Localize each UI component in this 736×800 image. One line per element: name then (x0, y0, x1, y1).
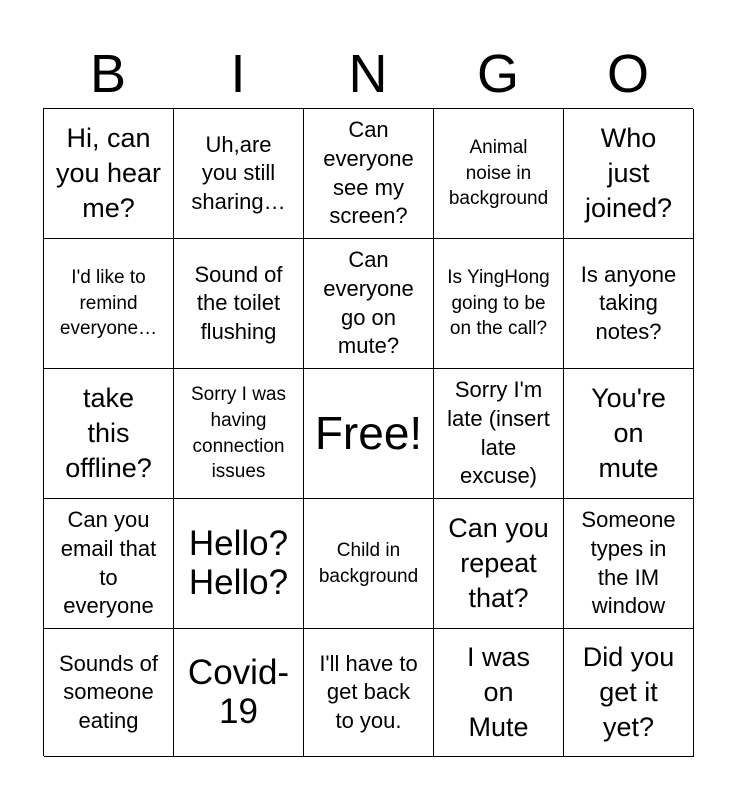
bingo-cell-text: You're on mute (591, 382, 666, 484)
bingo-cell[interactable] (44, 499, 174, 629)
bingo-cell-text: Can you repeat that? (448, 512, 549, 614)
header-letter-b: B (89, 44, 127, 104)
bingo-cell[interactable] (304, 109, 434, 239)
bingo-cell-text: Covid- 19 (187, 653, 290, 731)
bingo-cell[interactable] (174, 369, 304, 499)
bingo-cell-text: Is anyone taking notes? (580, 261, 677, 344)
bingo-cell-text: Hi, can you hear me? (55, 122, 162, 224)
bingo-cell-text: Can you email that to everyone (60, 507, 157, 619)
bingo-cell-text: Child in background (318, 539, 419, 587)
bingo-cell-text: Hello? Hello? (188, 524, 289, 602)
bingo-cell[interactable] (434, 239, 564, 369)
header-letter-o: O (606, 44, 649, 104)
bingo-cell[interactable] (304, 629, 434, 757)
bingo-cell-text: Sounds of someone eating (58, 650, 159, 733)
bingo-cell-text: Is YingHong going to be on the call? (447, 267, 550, 340)
header-letter-n: N (348, 44, 388, 104)
bingo-cell-text: Can everyone see my screen? (323, 117, 414, 229)
bingo-cell[interactable] (174, 629, 304, 757)
bingo-cell[interactable] (44, 109, 174, 239)
bingo-cell[interactable] (304, 239, 434, 369)
bingo-cell[interactable] (564, 369, 694, 499)
bingo-cell-text: Sound of the toilet flushing (194, 261, 283, 344)
bingo-cell[interactable] (434, 369, 564, 499)
bingo-cell[interactable] (434, 109, 564, 239)
bingo-cell-text: take this offline? (65, 382, 152, 484)
bingo-cell[interactable] (304, 499, 434, 629)
bingo-cell-text: I'd like to remind everyone… (59, 267, 158, 340)
bingo-cell[interactable] (44, 629, 174, 757)
bingo-cell-text: Uh,are you still sharing… (191, 131, 286, 214)
bingo-cell[interactable] (564, 629, 694, 757)
bingo-header (43, 40, 693, 108)
header-letter-g: G (476, 44, 519, 104)
bingo-cell-text: Free! (314, 407, 423, 460)
bingo-cell-text: Animal noise in background (448, 137, 549, 210)
bingo-cell[interactable] (564, 499, 694, 629)
bingo-cell-text: Sorry I'm late (insert late excuse) (447, 377, 550, 489)
bingo-cell-text: I'll have to get back to you. (319, 650, 418, 733)
bingo-card-grid (43, 108, 693, 756)
bingo-cell[interactable] (564, 109, 694, 239)
bingo-cell-text: Someone types in the IM window (581, 507, 676, 619)
bingo-cell-text: Can everyone go on mute? (323, 247, 414, 359)
bingo-cell-free[interactable] (304, 369, 434, 499)
bingo-cell[interactable] (174, 499, 304, 629)
header-letter-i: I (230, 44, 246, 104)
bingo-cell[interactable] (44, 369, 174, 499)
bingo-cell[interactable] (434, 629, 564, 757)
bingo-cell-text: Did you get it yet? (582, 641, 675, 743)
bingo-cell[interactable] (174, 109, 304, 239)
bingo-cell[interactable] (44, 239, 174, 369)
bingo-cell-text: I was on Mute (466, 641, 531, 743)
bingo-cell[interactable] (174, 239, 304, 369)
bingo-cell[interactable] (564, 239, 694, 369)
bingo-cell[interactable] (434, 499, 564, 629)
bingo-cell-text: Sorry I was having connection issues (190, 384, 287, 483)
bingo-cell-text: Who just joined? (584, 122, 673, 224)
